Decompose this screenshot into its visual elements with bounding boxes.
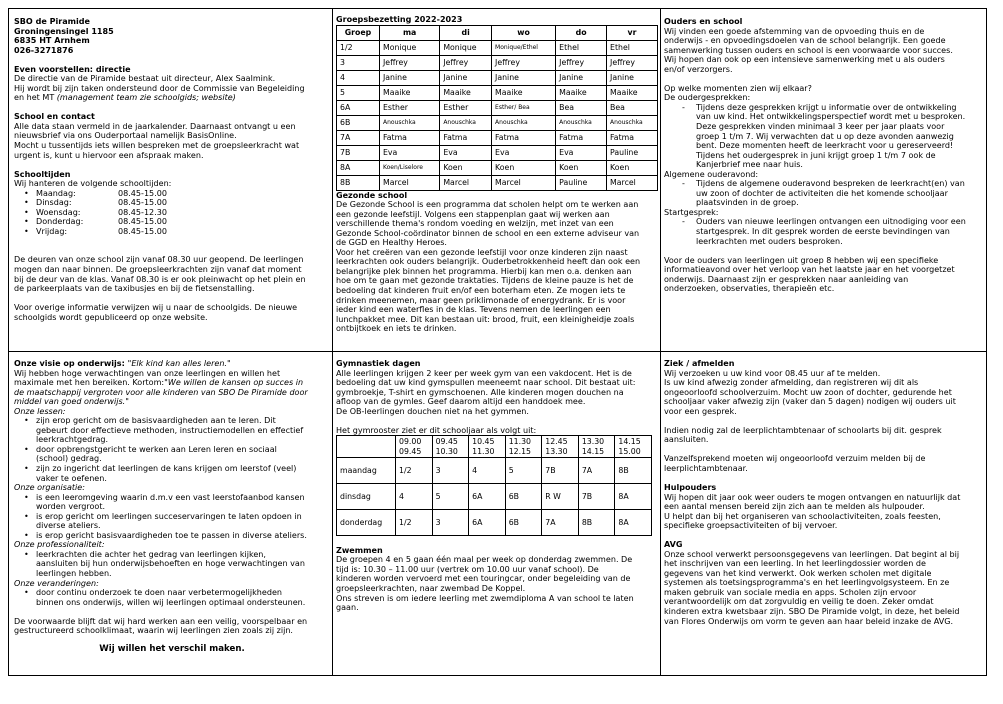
prof-list [14,550,330,579]
ouders-text: samenwerking tussen ouders en school is een voorwaarde voor succes. [664,45,953,55]
zwem-title: Zwemmen [336,545,383,555]
avg-text: van Flores Onderwijs om vorm te geven aan haar beleid inzake de AVG. [664,616,954,626]
gezond-text: verschillende thema's rondom voeding en welzijn, met inzet van een [336,219,614,229]
table-row: 5 Maaike Maaike Maaike Maaike Maaike [337,85,658,100]
gym-text: Alle leerlingen krijgen 2 keer per week gym van een vakdocent. Het is de [336,368,632,378]
ouders-en-school-section [664,17,986,351]
directie-title: Even voorstellen: directie [14,64,131,74]
table-header-row [337,25,658,40]
closing-text: gestructureerd schoolklimaat, waarin wij leerlingen zien zoals zij zijn. [14,626,293,636]
column-header: do [556,25,607,40]
avg-text: het inschrijven van een leerling. In het leerlingdossier worden de [664,559,926,569]
veranderingen-list [14,588,330,607]
groepsbezetting-section [336,15,658,351]
table-header-row [337,436,652,458]
gezond-text: bedoeling dat kinderen fruit en/of een boterham eten. Ze mogen iets te [336,286,626,296]
gezond-text: ieder kind een waterfles in de klas. Tevens nemen de leerlingen een [336,305,611,315]
visie-section [14,359,330,675]
gymrooster-intro: Het gymrooster ziet er dit schooljaar als volgt uit: [336,425,537,435]
ziek-text: voor een gesprek. [664,406,737,416]
column-header: vr [607,25,658,40]
ziek-text: Wij verzoeken u uw kind voor 08.45 uur af te melden. [664,368,881,378]
school-city: 6835 HT Arnhem [14,36,90,46]
table-row: 6A Esther Esther Esther/ Bea Bea Bea [337,100,658,115]
schooltijden-list [14,189,330,237]
startgesprek-list [664,217,986,246]
lessen-title: Onze lessen: [14,406,66,416]
ouders-text: Wij vinden een goede afstemming van de opvoeding thuis en de [664,26,925,36]
closing-text: De voorwaarde blijft dat wij hard werken aan een veilig, voorspelbaar en [14,616,308,626]
ziek-text: Is uw kind afwezig zonder afmelding, dan registreren wij dit als [664,378,919,388]
slogan: Wij willen het verschil maken. [99,644,245,655]
groepsbezetting-title: Groepsbezetting 2022-2023 [336,15,463,24]
zwem-text: gaan. [336,603,359,613]
visie-text: middel van goed onderwijs." [14,397,129,407]
ziek-text: Vanzelfsprekend moeten wij ongeoorloofd verzuim melden bij de [664,454,926,464]
directie-text: en het MT (management team zie schoolgids; website) [14,93,236,103]
avg-text: verantwoordelijk om dat zorgvuldig en veilig te doen. Zeker omdat [664,597,934,607]
contact-text: nieuwsbrief via ons Ouderportaal namelijk BasisOnline. [14,131,237,141]
table-row: 4 Janine Janine Janine Janine Janine [337,70,658,85]
table-row: maandag 1/2 3 4 5 7B 7A 8B [337,458,652,484]
ziek-text: ongeoorloofd schoolverzuim. Mocht uw zoon of dochter, gedurende het [664,387,952,397]
time-header: 09.00 09.45 [396,436,433,458]
ouders-text: en/of verzorgers. [664,64,733,74]
groep8-text: onderwijs. Daarnaast zijn er gesprekken naar aanleiding van [664,274,909,284]
zwem-text: kinderen worden vervoerd met een touringcar, onder begeleiding van de [336,574,631,584]
gymrooster-table [336,435,652,536]
gym-title: Gymnastiek dagen [336,359,421,368]
list-item: - Ouders van nieuwe leerlingen ontvangen een uitnodiging voor een startgesprek. In dit gesprek worden de eerste bevindingen van leerkrachten met ouders besproken. [696,217,986,246]
hulpouders-text: een aantal mensen bereid zijn zich aan te melden als hulpouder. [664,502,925,512]
column-divider [332,9,333,675]
table-row: 7B Eva Eva Eva Eva Pauline [337,145,658,160]
groep8-text: Voor de ouders van leerlingen uit groep 8 hebben wij een specifieke [664,255,939,265]
list-item: • Donderdag: 08.45-15.00 [36,217,330,227]
table-row: 7A Fatma Fatma Fatma Fatma Fatma [337,130,658,145]
time-header: 14.15 15.00 [615,436,652,458]
ouders-text: Wij hopen dan ook op een intensieve samenwerking met u als ouders [664,55,945,65]
contact-text: Mocht u tussentijds iets willen bespreken met de groepsleerkracht wat [14,141,300,151]
gezond-text: hoe om te gaan met gezonde traktaties. Tijdens de kleine pauze is het de [336,276,634,286]
hulpouders-title: Hulpouders [664,482,717,492]
ziek-text: aansluiten. [664,435,709,445]
column-header: wo [492,25,556,40]
gym-text: De OB-leerlingen douchen niet na het gymmen. [336,406,529,416]
list-item: • Dinsdag: 08.45-15.00 [36,198,330,208]
ziek-title: Ziek / afmelden [664,359,735,368]
visie-text: Wij hebben hoge verwachtingen van onze leerlingen en willen het [14,368,281,378]
schooltijden-title: Schooltijden [14,169,71,179]
avg-text: gegevens van het kind verwerkt. Ook werken scholen met digitale [664,568,932,578]
schooltijden-intro: Wij hanteren de volgende schooltijden: [14,179,172,189]
groep8-text: onderzoeken, observaties, therapieën etc. [664,284,835,294]
school-phone: 026-3271876 [14,45,74,55]
groepsbezetting-table [336,25,658,191]
oudergesprekken-label: De oudergesprekken: [664,93,751,103]
zwem-text: De groepen 4 en 5 gaan één maal per week op donderdag zwemmen. De [336,555,633,565]
table-row: donderdag 1/2 3 6A 6B 7A 8B 8A [337,510,652,536]
gezond-text: De Gezonde School is een programma dat scholen helpt om te werken aan [336,200,639,210]
deuren-text: bij de deur van de klas. Vanaf 08.30 is er ook pleinwacht op het plein en [14,274,306,284]
ziek-text: leerplichtambtenaar. [664,463,748,473]
table-row: 8B Marcel Marcel Marcel Pauline Marcel [337,175,658,190]
list-item: • door opbrengstgericht te werken aan Leren leren en sociaal (school) gedrag. [36,445,330,464]
visie-text: de maatschappij vergroten voor alle kinderen van SBO De Piramide door [14,387,308,397]
directie-text: De directie van de Piramide bestaat uit directeur, Alex Saalmink. [14,74,276,84]
table-row: dinsdag 4 5 6A 6B R W 7B 8A [337,484,652,510]
gezond-text: drinken meenemen, maar geen priklimonade of energydrank. Er is voor [336,295,626,305]
organisatie-list [14,493,330,541]
list-item: • is erop gericht om leerlingen succeservaringen te laten opdoen in diverse ateliers. [36,512,330,531]
time-header: 10.45 11.30 [469,436,506,458]
table-cell [337,436,396,458]
gezond-text: een gezonde leefstijl. Volgens een stappenplan gaat wij werken aan [336,209,610,219]
ouders-title: Ouders en school [664,17,743,26]
list-item: • is een leeromgeving waarin d.m.v een vast leerstofaanbod kansen worden vergroot. [36,493,330,512]
gym-text: afloop van de gymles. Geef daarom altijd een handdoek mee. [336,397,586,407]
time-header: 09.45 10.30 [432,436,469,458]
school-street: Groningensingel 1185 [14,26,114,36]
column-divider [660,9,661,675]
table-row: 8A Koen/Liselore Koen Koen Koen Koen [337,160,658,175]
avg-text: Onze school verwerkt persoonsgegevens van leerlingen. Dat begint al bij [664,549,960,559]
gezond-title: Gezonde school [336,190,408,200]
prof-title: Onze professionaliteit: [14,540,105,550]
column-header: di [440,25,492,40]
algemene-label: Algemene ouderavond: [664,169,759,179]
ziek-text: Indien nodig zal de leerplichtambtenaar of schoolarts bij dit. gesprek [664,425,942,435]
list-item: • leerkrachten die achter het gedrag van leerlingen kijken, aansluiten bij hun onderwijsbehoeften en hoge verwachtingen van leerlingen hebben. [36,550,330,579]
visie-text: maximale met hen bereiken. Kortom:"We willen de kansen op succes in [14,378,304,388]
ouders-text: onderwijs - en opvoedingsdoelen van de school belangrijk. Een goede [664,36,946,46]
list-item: • Woensdag: 08.45-12.30 [36,208,330,218]
avg-text: kinderen extra kwetsbaar zijn. SBO De Piramide volgt, in deze, het beleid [664,607,960,617]
deuren-text: De deuren van onze school zijn vanaf 08.30 uur geopend. De leerlingen [14,255,304,265]
list-item: • Vrijdag: 08.45-15.00 [36,227,330,237]
algemene-list [664,179,986,208]
list-item: • zijn zo ingericht dat leerlingen de kans krijgen om leerstof (veel) vaker te oefenen. [36,464,330,483]
table-row: 1/2 Monique Monique Monique/Ethel Ethel Ethel [337,40,658,55]
school-info-section [14,17,330,351]
gymnastiek-section [336,359,658,675]
list-item: • Maandag: 08.45-15.00 [36,189,330,199]
startgesprek-label: Startgesprek: [664,207,719,217]
zwem-text: groepsleerkrachten, naar zwembad De Koppel. [336,584,526,594]
time-header: 11.30 12.15 [505,436,542,458]
gezond-text: de GGD en Healthy Heroes. [336,238,447,248]
list-item: - Tijdens de algemene ouderavond bespreken de leerkracht(en) van uw zoon of dochter de activiteiten die het komende schooljaar plaatsvinden in de groep. [696,179,986,208]
hulpouders-text: U helpt dan bij het organiseren van schoolactiviteiten, zoals feesten, [664,511,941,521]
hulpouders-text: specifieke groepsactiviteiten of bij vervoer. [664,521,838,531]
oudergesprekken-list [664,103,986,170]
column-header: ma [379,25,439,40]
groep8-text: informatieavond over het verloop van het laatste jaar en het voorgetzet [664,265,955,275]
lessen-list [14,416,330,483]
visie-title: Onze visie op onderwijs: "Elk kind kan alles leren." [14,359,231,368]
ziek-hulpouders-avg-section [664,359,986,675]
contact-text: urgent is, kunt u hiervoor een afspraak maken. [14,150,204,160]
avg-title: AVG [664,540,683,550]
overige-text: schoolgids wordt gepubliceerd op onze website. [14,312,208,322]
gym-text: gymbroekje, T-shirt en gymschoenen. Alle kinderen mogen douchen na [336,387,624,397]
newsletter-grid [8,8,987,676]
list-item: • door continu onderzoek te doen naar verbetermogelijkheden binnen ons onderwijs, willen wij leerlingen optimaal ondersteunen. [36,588,330,607]
zwem-text: Ons streven is om iedere leerling met zwemdiploma A van school te laten [336,593,634,603]
table-row: 6B Anouschka Anouschka Anouschka Anouschka Anouschka [337,115,658,130]
list-item: • zijn erop gericht om de basisvaardigheden aan te leren. Dit gebeurt door effectieve methoden, instructiemodellen en effectief leerkrachtgedrag. [36,416,330,445]
time-header: 12.45 13.30 [542,436,579,458]
time-header: 13.30 14.15 [578,436,615,458]
contact-title: School en contact [14,112,95,122]
ziek-text: schooljaar vaker afwezig zijn (vaker dan 5 dagen) nodigen wij ouders uit [664,397,956,407]
table-row: 3 Jeffrey Jeffrey Jeffrey Jeffrey Jeffrey [337,55,658,70]
gezond-text: Voor het creëren van een gezonde leefstijl voor onze kinderen zijn naast [336,247,628,257]
gezond-text: belangrijke plek binnen het programma. Hierbij kan men o.a. denken aan [336,266,632,276]
momenten-question: Op welke momenten zien wij elkaar? [664,83,812,93]
hulpouders-text: Wij hopen dit jaar ook weer ouders te mogen ontvangen en natuurlijk dat [664,492,961,502]
overige-text: Voor overige informatie verwijzen wij u naar de schoolgids. De nieuwe [14,303,298,313]
zwem-text: tijd is: 10.30 – 11.00 uur (vertrek om 10.00 uur vanaf school). De [336,564,599,574]
deuren-text: mogen dan naar binnen. De groepsleerkrachten zijn vanaf dat moment [14,264,302,274]
contact-text: Alle data staan vermeld in de jaarkalender. Daarnaast ontvangt u een [14,121,296,131]
row-divider [9,351,986,352]
veranderingen-title: Onze veranderingen: [14,578,99,588]
school-name: SBO de Piramide [14,17,91,26]
gezond-text: Gezonde School-coördinator binnen de school en een externe adviseur van [336,228,640,238]
directie-text: Hij wordt bij zijn taken ondersteund door de Commissie van Begeleiding [14,83,305,93]
list-item: - Tijdens deze gesprekken krijgt u informatie over de ontwikkeling van uw kind. Het ontwikkelingsperspectief wordt met u besproken. Deze gesprekken vinden minimaal 3 keer per jaar plaats voor groep 1 t/m 7. Wij verwachten dat u op deze avonden aanwezig bent. Deze momenten heeft de leerkracht voor u gereserveerd! Tijdens het oudergesprek in juni krijgt groep 1 t/m 7 ook de Kanjerbrief mee naar huis. [696,103,986,170]
gym-text: bedoeling dat uw kind gymspullen meeneemt naar school. Dit bestaat uit: [336,378,636,388]
organisatie-title: Onze organisatie: [14,483,85,493]
column-header: Groep [337,25,380,40]
list-item: • is erop gericht basisvaardigheden toe te passen in diverse ateliers. [36,531,330,541]
avg-text: systemen als toetsingsprogramma's en het leerlingvolgsysteem. En ze [664,578,950,588]
gezond-text: ontbijtkoek en iets te drinken. [336,324,457,334]
gezond-text: leerkrachten ook ouders belangrijk. Ouderbetrokkenheid heeft dan ook een [336,257,641,267]
avg-text: maken gebruik van sociale media en apps. Scholen zijn ervoor [664,587,917,597]
gezond-text: lunchpakket mee. Dit kan bestaan uit: brood, fruit, een kleinigheidje zoals [336,314,635,324]
deuren-text: de parkeerplaats van de taxibusjes en bij de fietsenstalling. [14,284,255,294]
